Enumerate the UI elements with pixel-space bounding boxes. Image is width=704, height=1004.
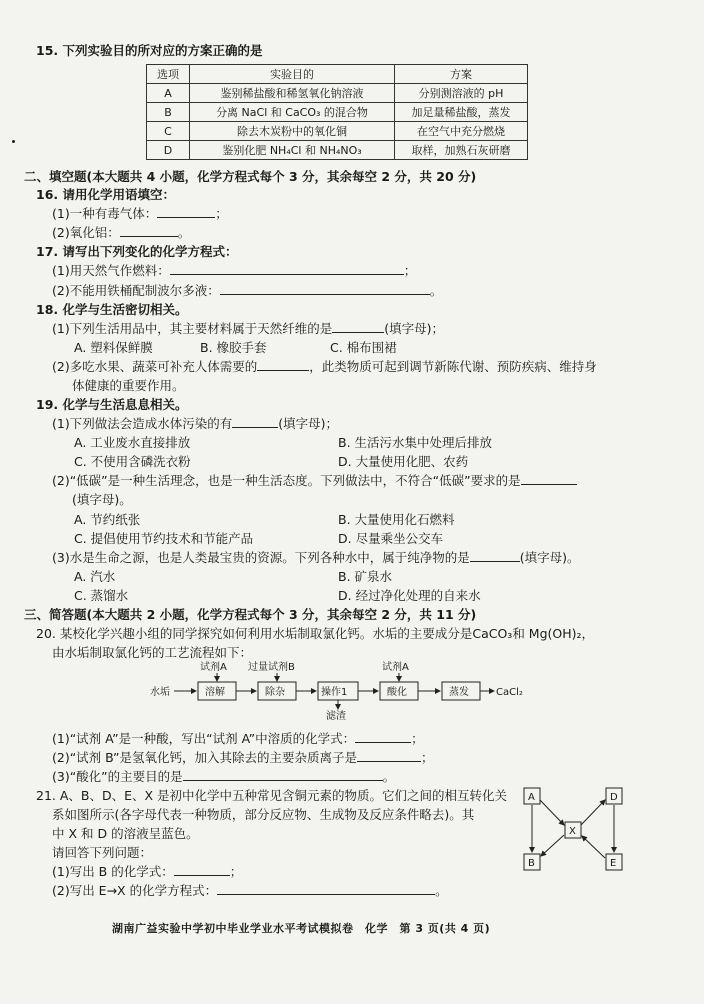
q15-title: 15. 下列实验目的所对应的方案正确的是 bbox=[36, 43, 263, 58]
section-3-heading: 三、简答题(本大题共 2 小题，化学方程式每个 3 分，其余每空 2 分，共 11 分) bbox=[24, 607, 477, 622]
q18-part2-text: ，此类物质可起到调节新陈代谢、预防疾病、维持身 bbox=[309, 359, 597, 374]
answer-blank[interactable] bbox=[183, 768, 383, 781]
q19-2-option-b: B. 大量使用化石燃料 bbox=[338, 512, 455, 527]
q18-part2 bbox=[52, 358, 597, 376]
q18-title: 18. 化学与生活密切相关。 bbox=[36, 302, 188, 317]
flow-step-dissolve: 溶解 bbox=[205, 687, 225, 698]
q18-part2-text: (2)多吃水果、蔬菜可补充人体需要的 bbox=[52, 359, 258, 374]
page-footer: 湖南广益实验中学初中毕业学业水平考试模拟卷 化学 第 3 页(共 4 页) bbox=[112, 922, 491, 935]
cell: 分别测溶液的 pH bbox=[395, 84, 528, 103]
flow-reagent-a-1: 试剂A bbox=[200, 662, 227, 673]
q19-part1 bbox=[52, 415, 338, 433]
q19-1-option-b: B. 生活污水集中处理后排放 bbox=[338, 435, 493, 450]
q18-part2-cont: 体健康的重要作用。 bbox=[72, 378, 185, 393]
cell: 鉴别化肥 NH₄Cl 和 NH₄NO₃ bbox=[190, 141, 395, 160]
cell: 除去木炭粉中的氧化铜 bbox=[190, 122, 395, 141]
cell: 分离 NaCl 和 CaCO₃ 的混合物 bbox=[190, 103, 395, 122]
q15-table bbox=[146, 64, 528, 160]
q19-2-option-a: A. 节约纸张 bbox=[74, 512, 141, 527]
q19-part2-text: (2)“低碳”是一种生活理念，也是一种生活态度。下列做法中，不符合“低碳”要求的是 bbox=[52, 473, 521, 488]
process-flow-diagram bbox=[150, 660, 530, 720]
q17-part2-text: (2)不能用铁桶配制波尔多液： bbox=[52, 283, 220, 298]
answer-blank[interactable] bbox=[170, 262, 404, 275]
q19-part1-tail: (填字母)； bbox=[278, 416, 338, 431]
q20-part3 bbox=[52, 768, 395, 786]
column-header: 实验目的 bbox=[190, 65, 395, 84]
q16-part1-text: (1)一种有毒气体： bbox=[52, 206, 158, 221]
punct: 。 bbox=[382, 769, 396, 784]
q18-part1-text: (1)下列生活用品中，其主要材料属于天然纤维的是 bbox=[52, 321, 333, 336]
cell: 加足量稀盐酸，蒸发 bbox=[395, 103, 528, 122]
answer-blank[interactable] bbox=[157, 205, 215, 218]
q19-part3-text: (3)水是生命之源，也是人类最宝贵的资源。下列各种水中，属于纯净物的是 bbox=[52, 550, 470, 565]
q19-part1-text: (1)下列做法会造成水体污染的有 bbox=[52, 416, 233, 431]
q19-3-option-a: A. 汽水 bbox=[74, 569, 116, 584]
table-row bbox=[147, 122, 528, 141]
cell: C bbox=[147, 122, 190, 141]
q20-part1-text: (1)“试剂 A”是一种酸，写出“试剂 A”中溶质的化学式： bbox=[52, 731, 356, 746]
answer-blank[interactable] bbox=[232, 415, 278, 428]
answer-blank[interactable] bbox=[174, 863, 230, 876]
punct: ； bbox=[421, 750, 434, 765]
q18-part1-tail: (填字母)； bbox=[384, 321, 444, 336]
table-row bbox=[147, 141, 528, 160]
q21-line3: 中 X 和 D 的溶液呈蓝色。 bbox=[52, 826, 199, 841]
q21-part1-text: (1)写出 B 的化学式： bbox=[52, 864, 174, 879]
q21-part2-text: (2)写出 E→X 的化学方程式： bbox=[52, 883, 218, 898]
q17-title: 17. 请写出下列变化的化学方程式： bbox=[36, 244, 238, 259]
flow-step-purify: 除杂 bbox=[265, 687, 285, 698]
node-e: E bbox=[610, 858, 617, 869]
flow-end-label: CaCl₂ bbox=[496, 687, 523, 698]
q19-part3-tail: (填字母)。 bbox=[519, 550, 580, 565]
answer-blank[interactable] bbox=[217, 882, 435, 895]
node-d: D bbox=[610, 792, 618, 803]
flow-step-evaporate: 蒸发 bbox=[449, 687, 469, 698]
q16-title: 16. 请用化学用语填空： bbox=[36, 187, 175, 202]
q16-part1 bbox=[52, 205, 228, 223]
q19-1-option-a: A. 工业废水直接排放 bbox=[74, 435, 191, 450]
q19-title: 19. 化学与生活息息相关。 bbox=[36, 397, 188, 412]
punct: ； bbox=[411, 731, 424, 746]
punct: ； bbox=[215, 206, 228, 221]
q19-part2 bbox=[52, 472, 577, 490]
cell: B bbox=[147, 103, 190, 122]
q18-option-c: C. 棉布围裙 bbox=[330, 340, 397, 355]
q20-line1: 20. 某校化学兴趣小组的同学探究如何利用水垢制取氯化钙。水垢的主要成分是CaCO₃和 Mg(OH)₂， bbox=[36, 626, 595, 641]
q21-line2: 系如图所示(各字母代表一种物质，部分反应物、生成物及反应条件略去)。其 bbox=[52, 807, 475, 822]
answer-blank[interactable] bbox=[120, 224, 178, 237]
q20-part2-text: (2)“试剂 B”是氢氧化钙，加入其除去的主要杂质离子是 bbox=[52, 750, 358, 765]
flow-reagent-a-2: 试剂A bbox=[382, 662, 409, 673]
flow-reagent-b: 过量试剂B bbox=[248, 662, 295, 673]
q19-3-option-b: B. 矿泉水 bbox=[338, 569, 393, 584]
node-b: B bbox=[528, 858, 535, 869]
punct: ； bbox=[403, 263, 417, 278]
answer-blank[interactable] bbox=[332, 320, 384, 333]
node-a: A bbox=[528, 792, 535, 803]
answer-blank[interactable] bbox=[521, 472, 577, 485]
punct: 。 bbox=[177, 225, 191, 240]
scan-speck bbox=[12, 140, 15, 143]
q17-part1-text: (1)用天然气作燃料： bbox=[52, 263, 170, 278]
cell: 取样，加熟石灰研磨 bbox=[395, 141, 528, 160]
q19-part3 bbox=[52, 549, 579, 567]
q19-1-option-c: C. 不使用含磷洗衣粉 bbox=[74, 454, 191, 469]
answer-blank[interactable] bbox=[357, 749, 421, 762]
flow-start-label: 水垢 bbox=[150, 687, 170, 698]
flow-step-acidify: 酸化 bbox=[387, 687, 407, 698]
node-x: X bbox=[569, 826, 576, 837]
punct: 。 bbox=[429, 283, 443, 298]
q21-line1: 21. A、B、D、E、X 是初中化学中五种常见含铜元素的物质。它们之间的相互转化关 bbox=[36, 788, 508, 803]
cell: D bbox=[147, 141, 190, 160]
cell: 在空气中充分燃烧 bbox=[395, 122, 528, 141]
q21-part2 bbox=[52, 882, 448, 900]
q17-part2 bbox=[52, 282, 442, 300]
q19-2-option-c: C. 提倡使用节约技术和节能产品 bbox=[74, 531, 254, 546]
q21-line4: 请回答下列问题： bbox=[52, 845, 153, 860]
q18-option-a: A. 塑料保鲜膜 bbox=[74, 340, 153, 355]
q18-option-b: B. 橡胶手套 bbox=[200, 340, 267, 355]
q19-part2-tail: (填字母)。 bbox=[72, 492, 132, 507]
answer-blank[interactable] bbox=[257, 358, 309, 371]
cell: 鉴别稀盐酸和稀氢氧化钠溶液 bbox=[190, 84, 395, 103]
table-row bbox=[147, 84, 528, 103]
answer-blank[interactable] bbox=[470, 549, 520, 562]
q17-part1 bbox=[52, 262, 416, 280]
table-header-row bbox=[147, 65, 528, 84]
answer-blank[interactable] bbox=[220, 282, 430, 295]
flow-residue-label: 滤渣 bbox=[326, 711, 346, 720]
conversion-relation-diagram bbox=[522, 786, 632, 876]
q20-part1 bbox=[52, 730, 424, 748]
flow-step-operation1: 操作1 bbox=[321, 687, 348, 698]
q19-1-option-d: D. 大量使用化肥、农药 bbox=[338, 454, 469, 469]
answer-blank[interactable] bbox=[355, 730, 411, 743]
q20-part3-text: (3)“酸化”的主要目的是 bbox=[52, 769, 183, 784]
q20-line2: 由水垢制取氯化钙的工艺流程如下： bbox=[52, 645, 253, 660]
section-2-heading: 二、填空题(本大题共 4 小题，化学方程式每个 3 分，其余每空 2 分，共 20 分) bbox=[24, 169, 477, 184]
punct: ； bbox=[229, 864, 243, 879]
table-row bbox=[147, 103, 528, 122]
q20-part2 bbox=[52, 749, 434, 767]
column-header: 方案 bbox=[395, 65, 528, 84]
q19-3-option-d: D. 经过净化处理的自来水 bbox=[338, 588, 481, 603]
column-header: 选项 bbox=[147, 65, 190, 84]
q19-2-option-d: D. 尽量乘坐公交车 bbox=[338, 531, 444, 546]
q19-3-option-c: C. 蒸馏水 bbox=[74, 588, 129, 603]
q21-part1 bbox=[52, 863, 242, 881]
cell: A bbox=[147, 84, 190, 103]
q18-part1 bbox=[52, 320, 444, 338]
punct: 。 bbox=[435, 883, 448, 898]
q16-part2-text: (2)氧化铝： bbox=[52, 225, 120, 240]
q16-part2 bbox=[52, 224, 190, 242]
